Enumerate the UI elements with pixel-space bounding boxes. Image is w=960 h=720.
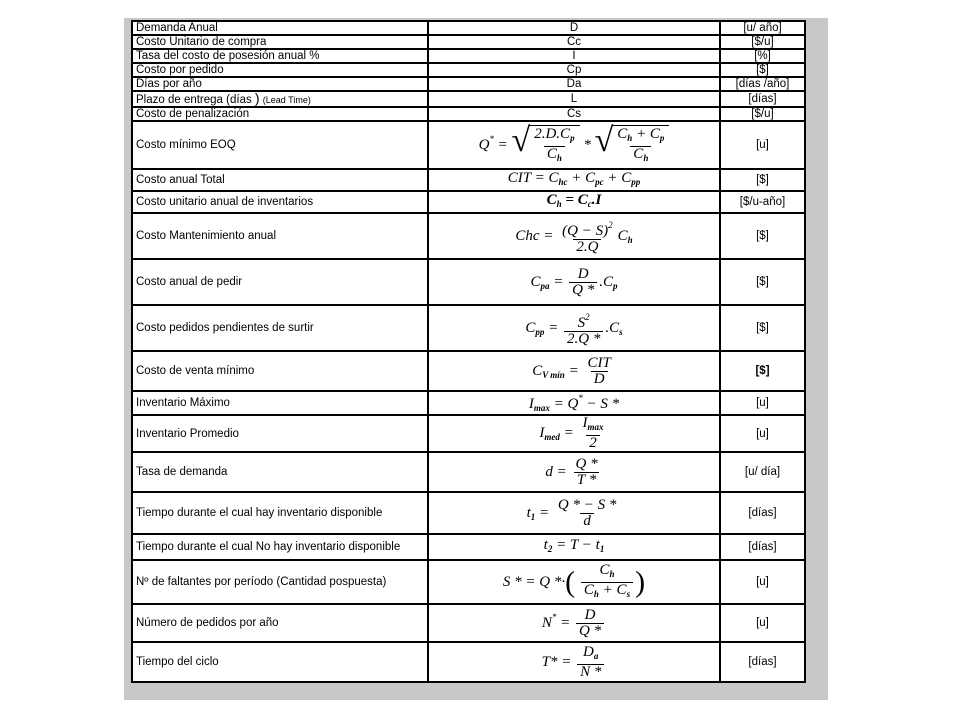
table-row — [132, 169, 805, 191]
formula-glyph: h — [556, 199, 562, 209]
formula-glyph — [511, 121, 580, 166]
formula-glyph: 1 — [530, 511, 536, 522]
formula-s-star — [428, 560, 720, 604]
formula-glyph — [555, 498, 619, 529]
row-label: Costo por pedido — [132, 63, 428, 77]
formula-glyph: = — [568, 362, 579, 379]
row-label: Tiempo durante el cual No hay inventario disponible — [132, 534, 428, 560]
formula-glyph: = — [553, 396, 564, 412]
row-unit: [$] — [720, 351, 805, 391]
formula-ch — [428, 191, 720, 213]
formula-glyph — [596, 563, 617, 582]
formula-glyph — [581, 563, 633, 602]
formula-glyph: * — [549, 653, 558, 670]
formula-glyph: d — [545, 463, 553, 480]
formula-glyph: .C — [599, 273, 613, 290]
formula-glyph: V mín — [542, 369, 565, 380]
formula-glyph: d — [580, 513, 594, 529]
formula-glyph: = — [563, 424, 574, 441]
formula-cit — [428, 169, 720, 191]
formula-glyph: + — [636, 125, 647, 142]
formula-glyph: D — [591, 371, 608, 387]
row-unit: [$] — [720, 169, 805, 191]
row-unit: [días] — [720, 534, 805, 560]
formula-glyph: (Q − S) — [562, 222, 609, 239]
table-row — [132, 91, 805, 107]
row-label: Tiempo del ciclo — [132, 642, 428, 682]
formula-glyph: 2.Q — [573, 239, 601, 255]
formula-glyph: * — [489, 133, 494, 144]
row-label: Costo anual de pedir — [132, 259, 428, 305]
table-row — [132, 560, 805, 604]
formula-glyph: D — [583, 643, 594, 660]
formula-glyph: C — [599, 561, 610, 578]
table-row — [132, 305, 805, 351]
row-label-paren: ) — [254, 91, 260, 106]
formula-glyph: = — [561, 653, 572, 670]
formula-glyph: h — [627, 132, 633, 143]
formula-glyph: h — [593, 588, 599, 599]
formula-glyph: pc — [595, 177, 604, 187]
row-label-text: Plazo de entrega (días — [136, 94, 252, 106]
row-label: Costo Mantenimiento anual — [132, 213, 428, 259]
row-label-small: (Lead Time) — [262, 95, 311, 105]
formula-glyph: med — [544, 431, 560, 442]
table-row — [132, 21, 805, 35]
formula-glyph — [569, 267, 597, 298]
row-label: Demanda Anual — [132, 21, 428, 35]
formula-glyph: Q * — [576, 623, 604, 639]
table-row — [132, 35, 805, 49]
formula-glyph: s — [619, 326, 623, 337]
formula-glyph: max — [587, 422, 604, 432]
formula-glyph: pp — [631, 177, 641, 187]
formula-glyph: C — [617, 125, 628, 142]
formula-glyph: = — [560, 614, 571, 631]
row-symbol: Da — [428, 77, 720, 91]
table-row — [132, 121, 805, 169]
formula-glyph: Q * — [575, 455, 598, 472]
row-symbol: D — [428, 21, 720, 35]
formula-glyph — [575, 310, 593, 331]
formula-glyph — [580, 416, 607, 451]
formula-cvmin — [428, 351, 720, 391]
formula-glyph: Chc — [515, 227, 540, 244]
formula-glyph: = — [548, 319, 559, 336]
row-symbol: L — [428, 91, 720, 107]
formula-glyph: C — [532, 362, 543, 379]
formula-glyph: h — [627, 234, 633, 245]
formula-t1 — [428, 492, 720, 534]
row-label — [132, 91, 428, 107]
formula-demand-rate — [428, 452, 720, 492]
row-unit: [$/u-año] — [720, 191, 805, 213]
row-label: Inventario Promedio — [132, 415, 428, 452]
row-label: Tiempo durante el cual hay inventario disponible — [132, 492, 428, 534]
formula-glyph: C — [617, 227, 628, 244]
formula-glyph: = — [543, 227, 554, 244]
formula-glyph: h — [556, 152, 562, 163]
formula-t2 — [428, 534, 720, 560]
formula-glyph: 2 — [585, 311, 590, 322]
formula-glyph: CIT — [507, 170, 531, 186]
formula-glyph: C — [649, 125, 660, 142]
formula-glyph — [573, 457, 601, 488]
formula-glyph: T — [541, 653, 550, 670]
row-label: Costo de venta mínimo — [132, 351, 428, 391]
formula-glyph: .C — [605, 319, 620, 336]
formula-glyph: s — [626, 588, 631, 599]
formula-glyph — [584, 356, 613, 387]
formula-cpp — [428, 305, 720, 351]
formula-glyph: − S * — [586, 396, 620, 412]
row-unit: [$] — [720, 63, 805, 77]
formula-glyph: C — [577, 192, 588, 208]
table-row — [132, 213, 805, 259]
row-unit: [$] — [720, 259, 805, 305]
formula-glyph — [559, 218, 615, 255]
formula-glyph — [614, 127, 667, 146]
formula-glyph: CIT — [587, 354, 611, 371]
formula-glyph: S * = Q * — [502, 573, 562, 590]
formula-glyph: C — [546, 145, 557, 162]
formula-glyph: 1 — [599, 544, 605, 554]
formula-glyph: Q * — [569, 282, 597, 298]
row-label: Costo mínimo EOQ — [132, 121, 428, 169]
formula-glyph: I — [582, 415, 588, 431]
table-row — [132, 259, 805, 305]
formula-glyph: t — [543, 537, 548, 553]
formula-glyph: √ — [511, 121, 531, 159]
table-row — [132, 604, 805, 642]
table-row — [132, 391, 805, 415]
formula-glyph: I — [528, 396, 534, 412]
formula-glyph: C — [583, 581, 594, 598]
formula-glyph: .I — [591, 192, 602, 208]
formula-glyph: Q * − S * — [557, 496, 617, 513]
row-unit: [$/u] — [720, 35, 805, 49]
formula-glyph: pa — [540, 280, 550, 291]
row-unit: [u/ día] — [720, 452, 805, 492]
formula-glyph: C — [621, 170, 632, 186]
formula-glyph: + — [571, 170, 582, 186]
formula-glyph: hc — [558, 177, 568, 187]
row-symbol: Cs — [428, 107, 720, 121]
formula-glyph: C — [525, 319, 536, 336]
formula-glyph: N — [541, 614, 552, 631]
formula-glyph: S — [577, 314, 586, 331]
formula-glyph: = — [556, 463, 567, 480]
formula-glyph — [594, 121, 670, 166]
row-unit: [$/u] — [720, 107, 805, 121]
row-symbol: Cc — [428, 35, 720, 49]
formula-glyph: + — [607, 170, 618, 186]
row-unit: [u/ año] — [720, 21, 805, 35]
formula-t-star — [428, 642, 720, 682]
table-row — [132, 534, 805, 560]
row-label: Costo de penalización — [132, 107, 428, 121]
formula-glyph — [614, 127, 667, 166]
formula-glyph: t — [526, 504, 531, 521]
row-unit: [%] — [720, 49, 805, 63]
table-row — [132, 351, 805, 391]
row-label: Costo unitario anual de inventarios — [132, 191, 428, 213]
formula-glyph — [531, 127, 577, 166]
formula-glyph — [564, 310, 603, 347]
formula-glyph — [630, 146, 651, 166]
formula-cpa — [428, 259, 720, 305]
table-row — [132, 107, 805, 121]
formula-glyph: C — [616, 581, 627, 598]
table-row — [132, 492, 805, 534]
formula-glyph: I — [539, 424, 545, 441]
formula-imax — [428, 391, 720, 415]
table-row — [132, 452, 805, 492]
formula-glyph: 2 — [586, 435, 600, 451]
row-label: Número de pedidos por año — [132, 604, 428, 642]
row-label: Costo pedidos pendientes de surtir — [132, 305, 428, 351]
formula-glyph: pp — [535, 326, 545, 337]
formula-glyph — [529, 125, 579, 166]
formula-glyph — [559, 218, 615, 239]
row-unit: [días] — [720, 91, 805, 107]
formula-glyph — [581, 582, 633, 602]
formula-eoq — [428, 121, 720, 169]
row-unit: [u] — [720, 560, 805, 604]
formula-glyph — [577, 645, 604, 680]
formula-glyph: h — [643, 152, 649, 163]
row-label: Costo Unitario de compra — [132, 35, 428, 49]
row-unit: [$] — [720, 213, 805, 259]
formula-glyph: N * — [577, 664, 604, 680]
formula-glyph: + — [602, 581, 613, 598]
table-row — [132, 191, 805, 213]
row-unit: [días] — [720, 642, 805, 682]
formula-glyph — [580, 645, 601, 664]
formula-glyph: = — [553, 273, 564, 290]
row-symbol: Cp — [428, 63, 720, 77]
formula-glyph: c — [587, 199, 592, 209]
row-label: Tasa del costo de posesión anual % — [132, 49, 428, 63]
formula-glyph: C — [546, 192, 557, 208]
row-unit: [$] — [720, 305, 805, 351]
formula-n-star — [428, 604, 720, 642]
formula-glyph: Q — [478, 136, 490, 153]
formula-glyph — [580, 416, 607, 435]
row-label: Costo anual Total — [132, 169, 428, 191]
formula-glyph: C — [633, 145, 644, 162]
formula-glyph: T * — [574, 472, 599, 488]
formula-glyph: · — [561, 573, 566, 590]
row-unit: [días] — [720, 492, 805, 534]
formula-glyph: p — [570, 132, 575, 143]
table-row — [132, 49, 805, 63]
formula-glyph: = — [565, 192, 574, 208]
formula-glyph: ) — [635, 565, 646, 598]
formula-imed — [428, 415, 720, 452]
table-row — [132, 77, 805, 91]
row-unit: [u] — [720, 604, 805, 642]
row-label: Inventario Máximo — [132, 391, 428, 415]
row-unit: [u] — [720, 415, 805, 452]
formula-chc — [428, 213, 720, 259]
formula-glyph: * — [551, 611, 557, 622]
formula-glyph: = T − t — [556, 537, 600, 553]
table-row — [132, 642, 805, 682]
row-label: Días por año — [132, 77, 428, 91]
formula-glyph: p — [659, 132, 665, 143]
table-row — [132, 415, 805, 452]
row-label: Tasa de demanda — [132, 452, 428, 492]
formula-glyph: 2.Q * — [564, 331, 603, 347]
formula-glyph: Q — [567, 396, 579, 412]
formula-glyph — [612, 125, 669, 166]
formula-glyph: C — [530, 273, 541, 290]
row-symbol: I — [428, 49, 720, 63]
formula-glyph: p — [613, 280, 618, 291]
formula-glyph: h — [609, 568, 615, 579]
formula-glyph: max — [533, 403, 550, 413]
formula-glyph: * — [578, 393, 583, 403]
formula-glyph: C — [585, 170, 596, 186]
formula-glyph — [531, 127, 577, 146]
formula-glyph: * — [583, 136, 591, 153]
formula-glyph: 2 — [608, 219, 613, 230]
formula-glyph: ( — [565, 565, 576, 598]
formula-glyph — [576, 608, 604, 639]
formula-glyph: D — [577, 265, 589, 282]
row-label: Nº de faltantes por período (Cantidad pospuesta) — [132, 560, 428, 604]
formula-glyph: √ — [594, 121, 614, 159]
formula-table — [131, 20, 806, 683]
formula-glyph: a — [593, 650, 599, 661]
row-unit: [u] — [720, 121, 805, 169]
formula-glyph: 2.D.C — [534, 125, 571, 142]
row-unit: [días /año] — [720, 77, 805, 91]
row-unit: [u] — [720, 391, 805, 415]
formula-glyph: D — [584, 606, 596, 623]
formula-glyph — [544, 146, 565, 166]
formula-glyph: = — [534, 170, 545, 186]
table-row — [132, 63, 805, 77]
formula-glyph: 2 — [547, 544, 553, 554]
formula-glyph: C — [548, 170, 559, 186]
formula-glyph: = — [497, 136, 508, 153]
formula-glyph: = — [539, 504, 550, 521]
